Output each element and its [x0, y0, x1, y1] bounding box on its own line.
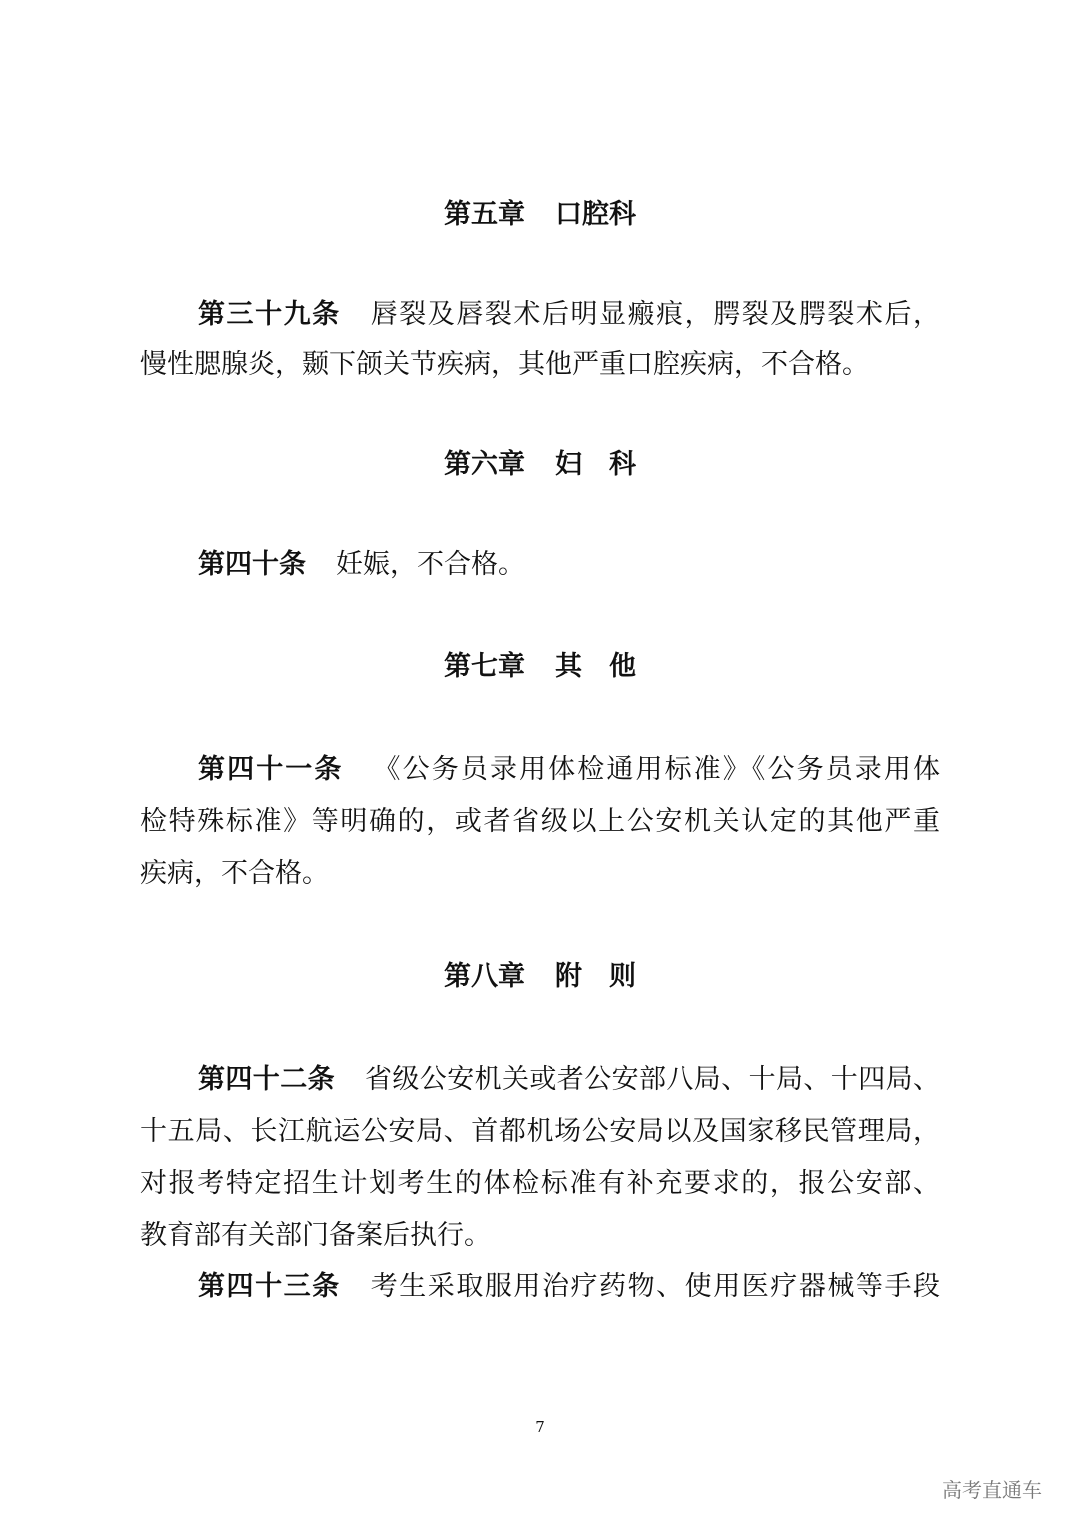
article-39-line: 慢性腮腺炎，颞下颌关节疾病，其他严重口腔疾病，不合格。	[140, 349, 869, 380]
article-39-line: 第三十九条 唇裂及唇裂术后明显瘢痕，腭裂及腭裂术后，	[198, 299, 941, 330]
article-41-line: 疾病，不合格。	[140, 858, 329, 889]
watermark: 高考直通车	[942, 1478, 1042, 1502]
article-42-line: 对报考特定招生计划考生的体检标准有补充要求的，报公安部、	[140, 1168, 940, 1199]
article-40-line: 第四十条 妊娠，不合格。	[198, 549, 525, 580]
article-42-line: 十五局、长江航运公安局、首都机场公安局以及国家移民管理局，	[140, 1116, 940, 1147]
article-42-line: 第四十二条 省级公安机关或者公安部八局、十局、十四局、	[198, 1064, 940, 1095]
article-41-line: 第四十一条 《公务员录用体检通用标准》《公务员录用体	[198, 754, 941, 785]
page-number: 7	[535, 1418, 545, 1436]
article-43-line: 第四十三条 考生采取服用治疗药物、使用医疗器械等手段	[198, 1271, 941, 1302]
article-42-line: 教育部有关部门备案后执行。	[140, 1220, 491, 1251]
article-41-line: 检特殊标准》等明确的，或者省级以上公安机关认定的其他严重	[140, 806, 940, 837]
chapter-6-heading: 第六章 妇 科	[444, 449, 636, 480]
chapter-8-heading: 第八章 附 则	[444, 961, 636, 992]
chapter-7-heading: 第七章 其 他	[444, 651, 636, 682]
chapter-5-heading: 第五章 口腔科	[444, 199, 636, 230]
